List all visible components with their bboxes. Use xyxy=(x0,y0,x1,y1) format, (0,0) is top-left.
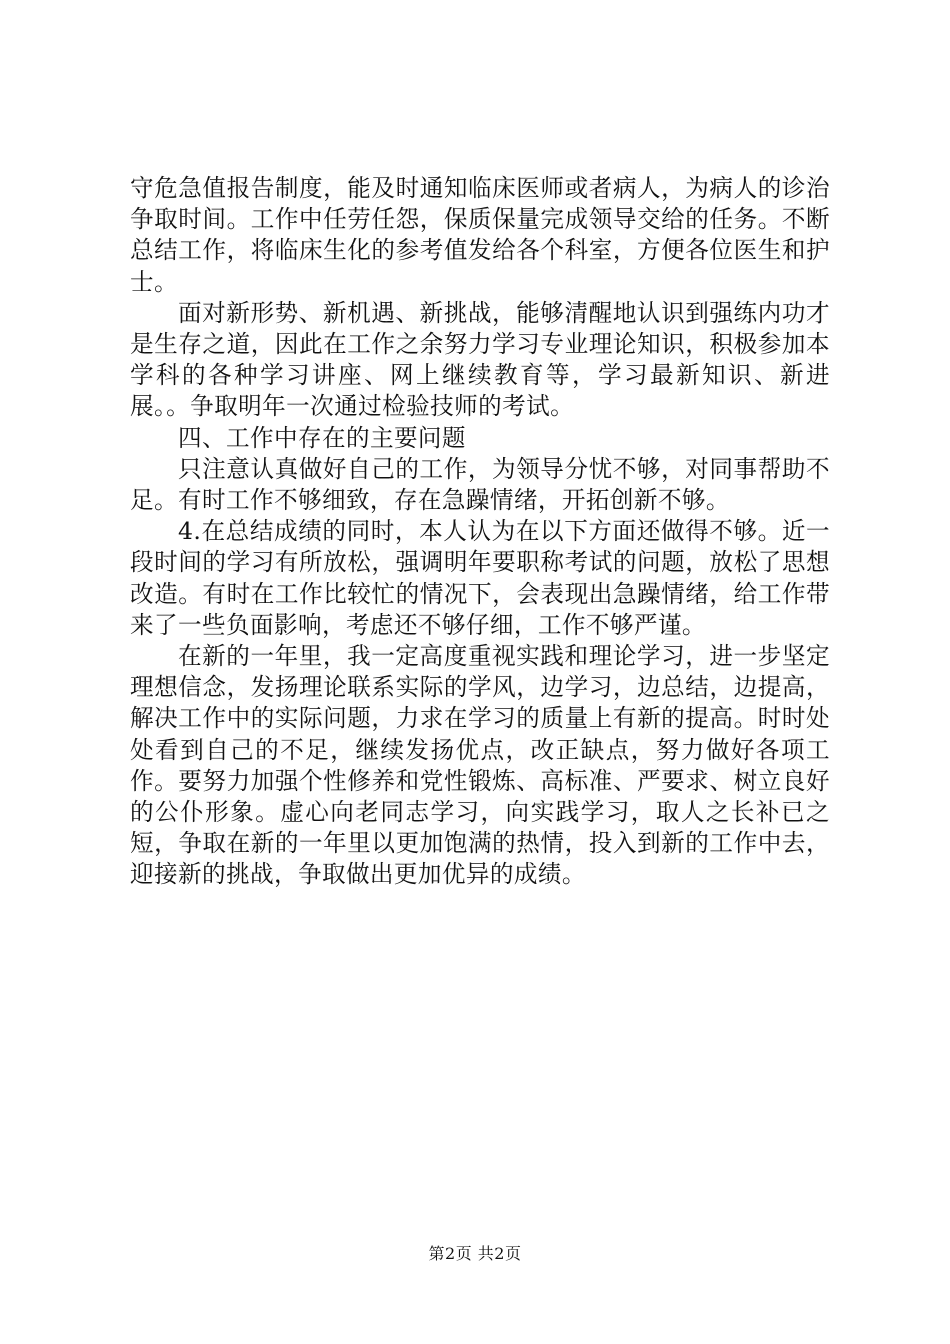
paragraph-2: 面对新形势、新机遇、新挑战，能够清醒地认识到强练内功才是生存之道，因此在工作之余努力学习专业理论知识，积极参加本学科的各种学习讲座、网上继续教育等，学习最新知识、新进展。。争取明年一次通过检验技师的考试。 xyxy=(130,298,830,421)
document-body xyxy=(130,173,830,891)
paragraph-6: 在新的一年里，我一定高度重视实践和理论学习，进一步坚定理想信念，发扬理论联系实际的学风，边学习，边总结，边提高，解决工作中的实际问题，力求在学习的质量上有新的提高。时时处处看到自己的不足，继续发扬优点，改正缺点，努力做好各项工作。要努力加强个性修养和党性锻炼、高标准、严要求、树立良好的公仆形象。虚心向老同志学习，向实践学习，取人之长补已之短，争取在新的一年里以更加饱满的热情，投入到新的工作中去，迎接新的挑战，争取做出更加优异的成绩。 xyxy=(130,642,830,889)
paragraph-4: 只注意认真做好自己的工作，为领导分忧不够，对同事帮助不足。有时工作不够细致，存在急躁情绪，开拓创新不够。 xyxy=(130,454,830,515)
paragraph-1: 守危急值报告制度，能及时通知临床医师或者病人，为病人的诊治争取时间。工作中任劳任怨，保质保量完成领导交给的任务。不断总结工作，将临床生化的参考值发给各个科室，方便各位医生和护士。 xyxy=(130,174,830,296)
page-number-label: 第2页 共2页 xyxy=(428,1244,522,1263)
paragraph-5: 4.在总结成绩的同时，本人认为在以下方面还做得不够。近一段时间的学习有所放松，强调明年要职称考试的问题，放松了思想改造。有时在工作比较忙的情况下，会表现出急躁情绪，给工作带来了一些负面影响，考虑还不够仔细，工作不够严谨。 xyxy=(130,517,830,639)
page-footer xyxy=(0,1244,950,1264)
section-heading-problems: 四、工作中存在的主要问题 xyxy=(178,423,466,452)
